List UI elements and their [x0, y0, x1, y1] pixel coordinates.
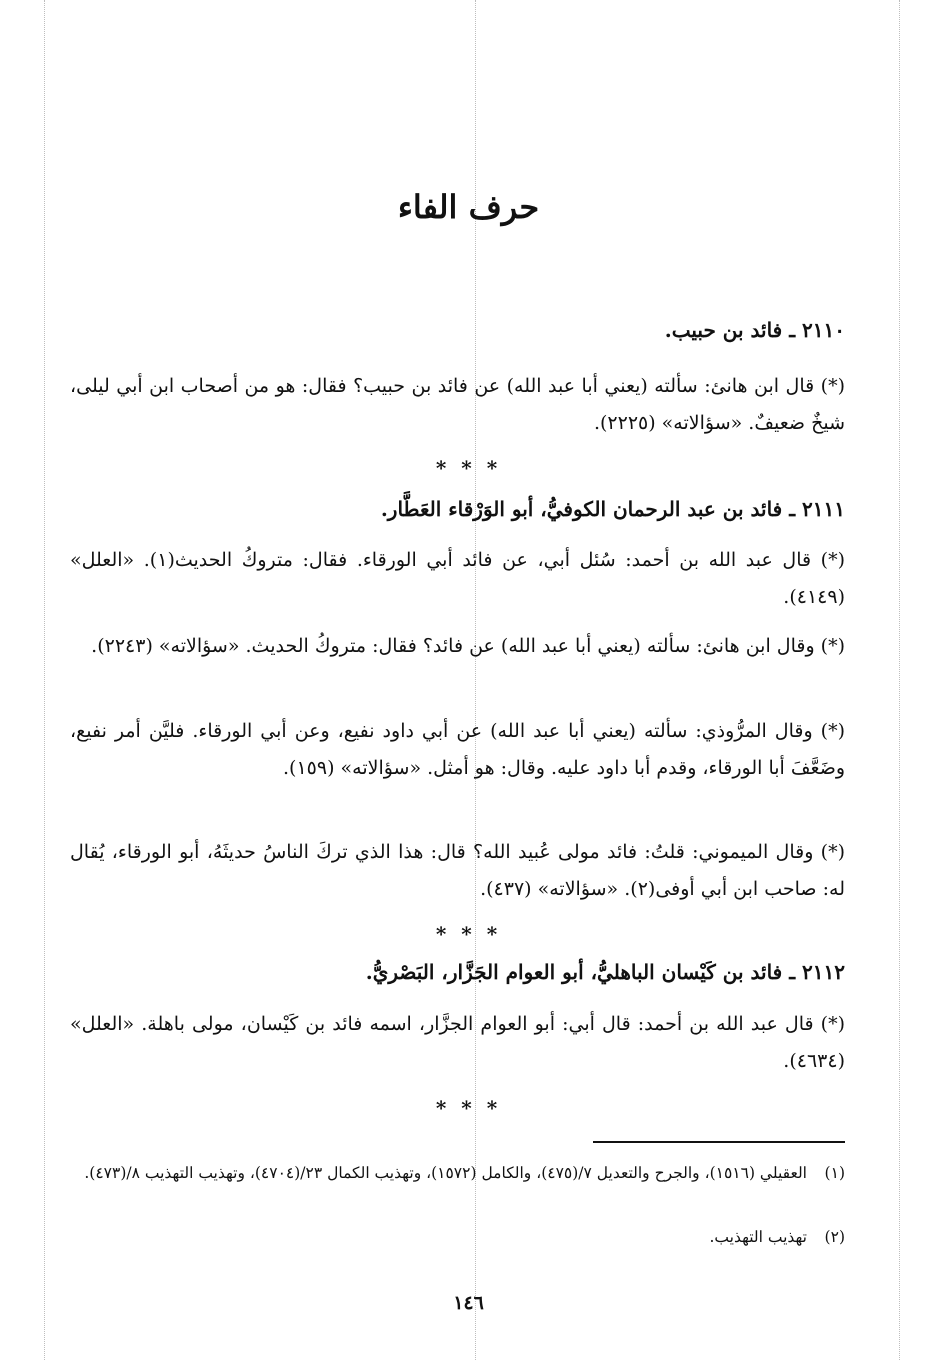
section-separator-2: * * *: [435, 922, 502, 946]
entry-2111-paragraph-1: (*) قال عبد الله بن أحمد: سُئل أبي، عن فائد أبي الورقاء. فقال: متروكُ الحديث(١). «العلل» (٤١٤٩).: [70, 549, 845, 608]
entry-2111-paragraph-4: (*) وقال الميموني: قلتُ: فائد مولى عُبيد الله؟ قال: هذا الذي تركَ الناسُ حديثَهُ، أبو الورقاء، يُقال له: صاحب ابن أبي أوفى(٢). «سؤالاته» (٤٣٧).: [70, 841, 845, 900]
footnote-rule: [593, 1141, 845, 1143]
section-separator-3: * * *: [435, 1096, 502, 1120]
entry-heading-2112: ٢١١٢ ـ فائد بن كَيْسان الباهليُّ، أبو العوام الجَزَّار، البَصْريُّ.: [365, 960, 845, 984]
footnote-1-text: العقيلي (١٥١٦)، والجرح والتعديل ٧/(٤٧٥)، والكامل (١٥٧٢)، وتهذيب الكمال ٢٣/(٤٧٠٤)، وتهذيب التهذيب ٨/(٤٧٣).: [84, 1164, 807, 1182]
footnote-2-text: تهذيب التهذيب.: [709, 1228, 807, 1246]
entry-heading-2110: ٢١١٠ ـ فائد بن حبيب.: [664, 318, 845, 342]
page-number: ١٤٦: [453, 1292, 484, 1314]
entry-2111-paragraph-3: (*) وقال المرُّوذي: سألته (يعني أبا عبد الله) عن أبي داود نفيع، وعن أبي الورقاء. فليَّن أمر نفيع، وضَعَّفَ أبا الورقاء، وقدم أبا داود عليه. وقال: هو أمثل. «سؤالاته» (١٥٩).: [70, 720, 845, 779]
entry-2112-paragraph-1: (*) قال عبد الله بن أحمد: قال أبي: أبو العوام الجزَّار، اسمه فائد بن كَيْسان، مولى باهلة. «العلل» (٤٦٣٤).: [70, 1013, 845, 1072]
entry-2110-paragraph-1: (*) قال ابن هانئ: سألته (يعني أبا عبد الله) عن فائد بن حبيب؟ فقال: هو من أصحاب ابن أبي ليلى، شيخٌ ضعيفٌ. «سؤالاته» (٢٢٢٥).: [70, 375, 845, 434]
footnote-1-number: (١): [824, 1164, 845, 1182]
footnote-2-number: (٢): [824, 1228, 845, 1246]
entry-heading-2111: ٢١١١ ـ فائد بن عبد الرحمان الكوفيُّ، أبو الوَرْقاء العَطَّار.: [380, 497, 845, 521]
footnote-1: [70, 1160, 845, 1186]
section-separator-1: * * *: [435, 456, 502, 480]
entry-2111-paragraph-2: (*) وقال ابن هانئ: سألته (يعني أبا عبد الله) عن فائد؟ فقال: متروكُ الحديث. «سؤالاته» (٢٢٤٣).: [91, 635, 845, 657]
footnote-2: [70, 1224, 845, 1250]
chapter-title: حرف الفاء: [397, 188, 540, 226]
